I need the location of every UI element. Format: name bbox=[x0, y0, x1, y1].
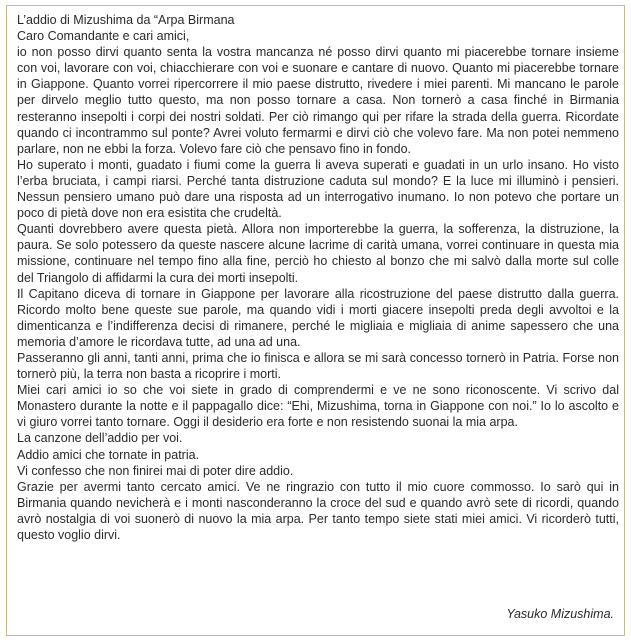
signature: Yasuko Mizushima. bbox=[506, 607, 614, 621]
paragraph: Vi confesso che non finirei mai di poter dire addio. bbox=[17, 463, 294, 478]
paragraph: Grazie per avermi tanto cercato amici. Ve ne ringrazio con tutto il mio cuore commosso. Io sarò qui in Birmania quando nevicherà e i monti nasconderanno la croce del sud e quando avrò sete di ricordi, quando avrò nostalgia di voi suonerò di nuovo la mia arpa. Per tanto tempo siete stati miei amici. Vi ricorderò tutti, questo voglio dirvi. bbox=[17, 479, 619, 542]
paragraph: Il Capitano diceva di tornare in Giappone per lavorare alla ricostruzione del paese distrutto dalla guerra. Ricordo molto bene queste sue parole, ma quando vidi i morti giacere insepolti preda degli avvoltoi e la dimenticanza e l’indifferenza decisi di rimanere, perché le migliaia e migliaia di anime sapessero che una memoria d’amore le ricordava tutte, ad una ad una. bbox=[17, 286, 619, 349]
paragraph: Quanti dovrebbero avere questa pietà. Allora non importerebbe la guerra, la sofferenza, la distruzione, la paura. Se solo potessero da queste nascere alcune lacrime di carità umana, vorrei continuare in questa mia missione, continuare nel tempo fino alla fine, perciò ho chiesto al bonzo che mi salvò dalla morte sul colle del Triangolo di affidarmi la cura dei morti insepolti. bbox=[17, 222, 619, 285]
paragraph: io non posso dirvi quanto senta la vostra mancanza né posso dirvi quanto mi piacerebbe tornare insieme con voi, lavorare con voi, chiacchierare con voi e suonare e cantare di nuovo. Quanto mi piacerebbe tornare in Giappone. Quanto vorrei ripercorrere il mio paese distrutto, rivedere i miei parenti. Mi mancano le parole per dirvelo meglio tutto questo, ma non posso tornare a casa. Non tornerò a casa finché in Birmania resteranno insepolti i corpi dei nostri soldati. Per ciò rimango qui per rifare la strada della guerra. Ricordate quando ci incontrammo sul ponte? Avrei voluto fermarmi e dirvi ciò che volevo fare. Ma non potei nemmeno parlare, non ne ebbi la forza. Volevo fare ciò che pensavo fino in fondo. bbox=[17, 45, 619, 156]
paragraph: Miei cari amici io so che voi siete in grado di comprendermi e ve ne sono riconoscente. Vi scrivo dal Monastero durante la notte e il pappagallo dice: “Ehi, Mizushima, torna in Giappone con noi.” Io lo ascolto e vi giuro vorrei tanto tornare. Oggi il desiderio era forte e non resistendo suonai la mia arpa. bbox=[17, 383, 619, 430]
paragraph: Addio amici che tornate in patria. bbox=[17, 447, 200, 462]
paragraph: Passeranno gli anni, tanti anni, prima che io finisca e allora se mi sarà concesso tornerò in Patria. Forse non tornerò più, la terra non basta a ricoprire i morti. bbox=[17, 350, 619, 382]
letter-greeting: Caro Comandante e cari amici, bbox=[17, 29, 190, 44]
letter-body bbox=[17, 12, 619, 543]
letter-frame bbox=[6, 5, 625, 636]
paragraph: La canzone dell’addio per voi. bbox=[17, 431, 183, 446]
letter-title: L’addio di Mizushima da “Arpa Birmana bbox=[17, 13, 235, 27]
paragraph: Ho superato i monti, guadato i fiumi come la guerra li aveva superati e guadati in un urlo insano. Ho visto l’erba bruciata, i campi riarsi. Perché tanta distruzione caduta sul mondo? E la luce mi illuminò i pensieri. Nessun pensiero umano può dare una risposta ad un interrogativo inumano. Io non potevo che portare un poco di pietà dove non era esistita che crudeltà. bbox=[17, 157, 619, 221]
